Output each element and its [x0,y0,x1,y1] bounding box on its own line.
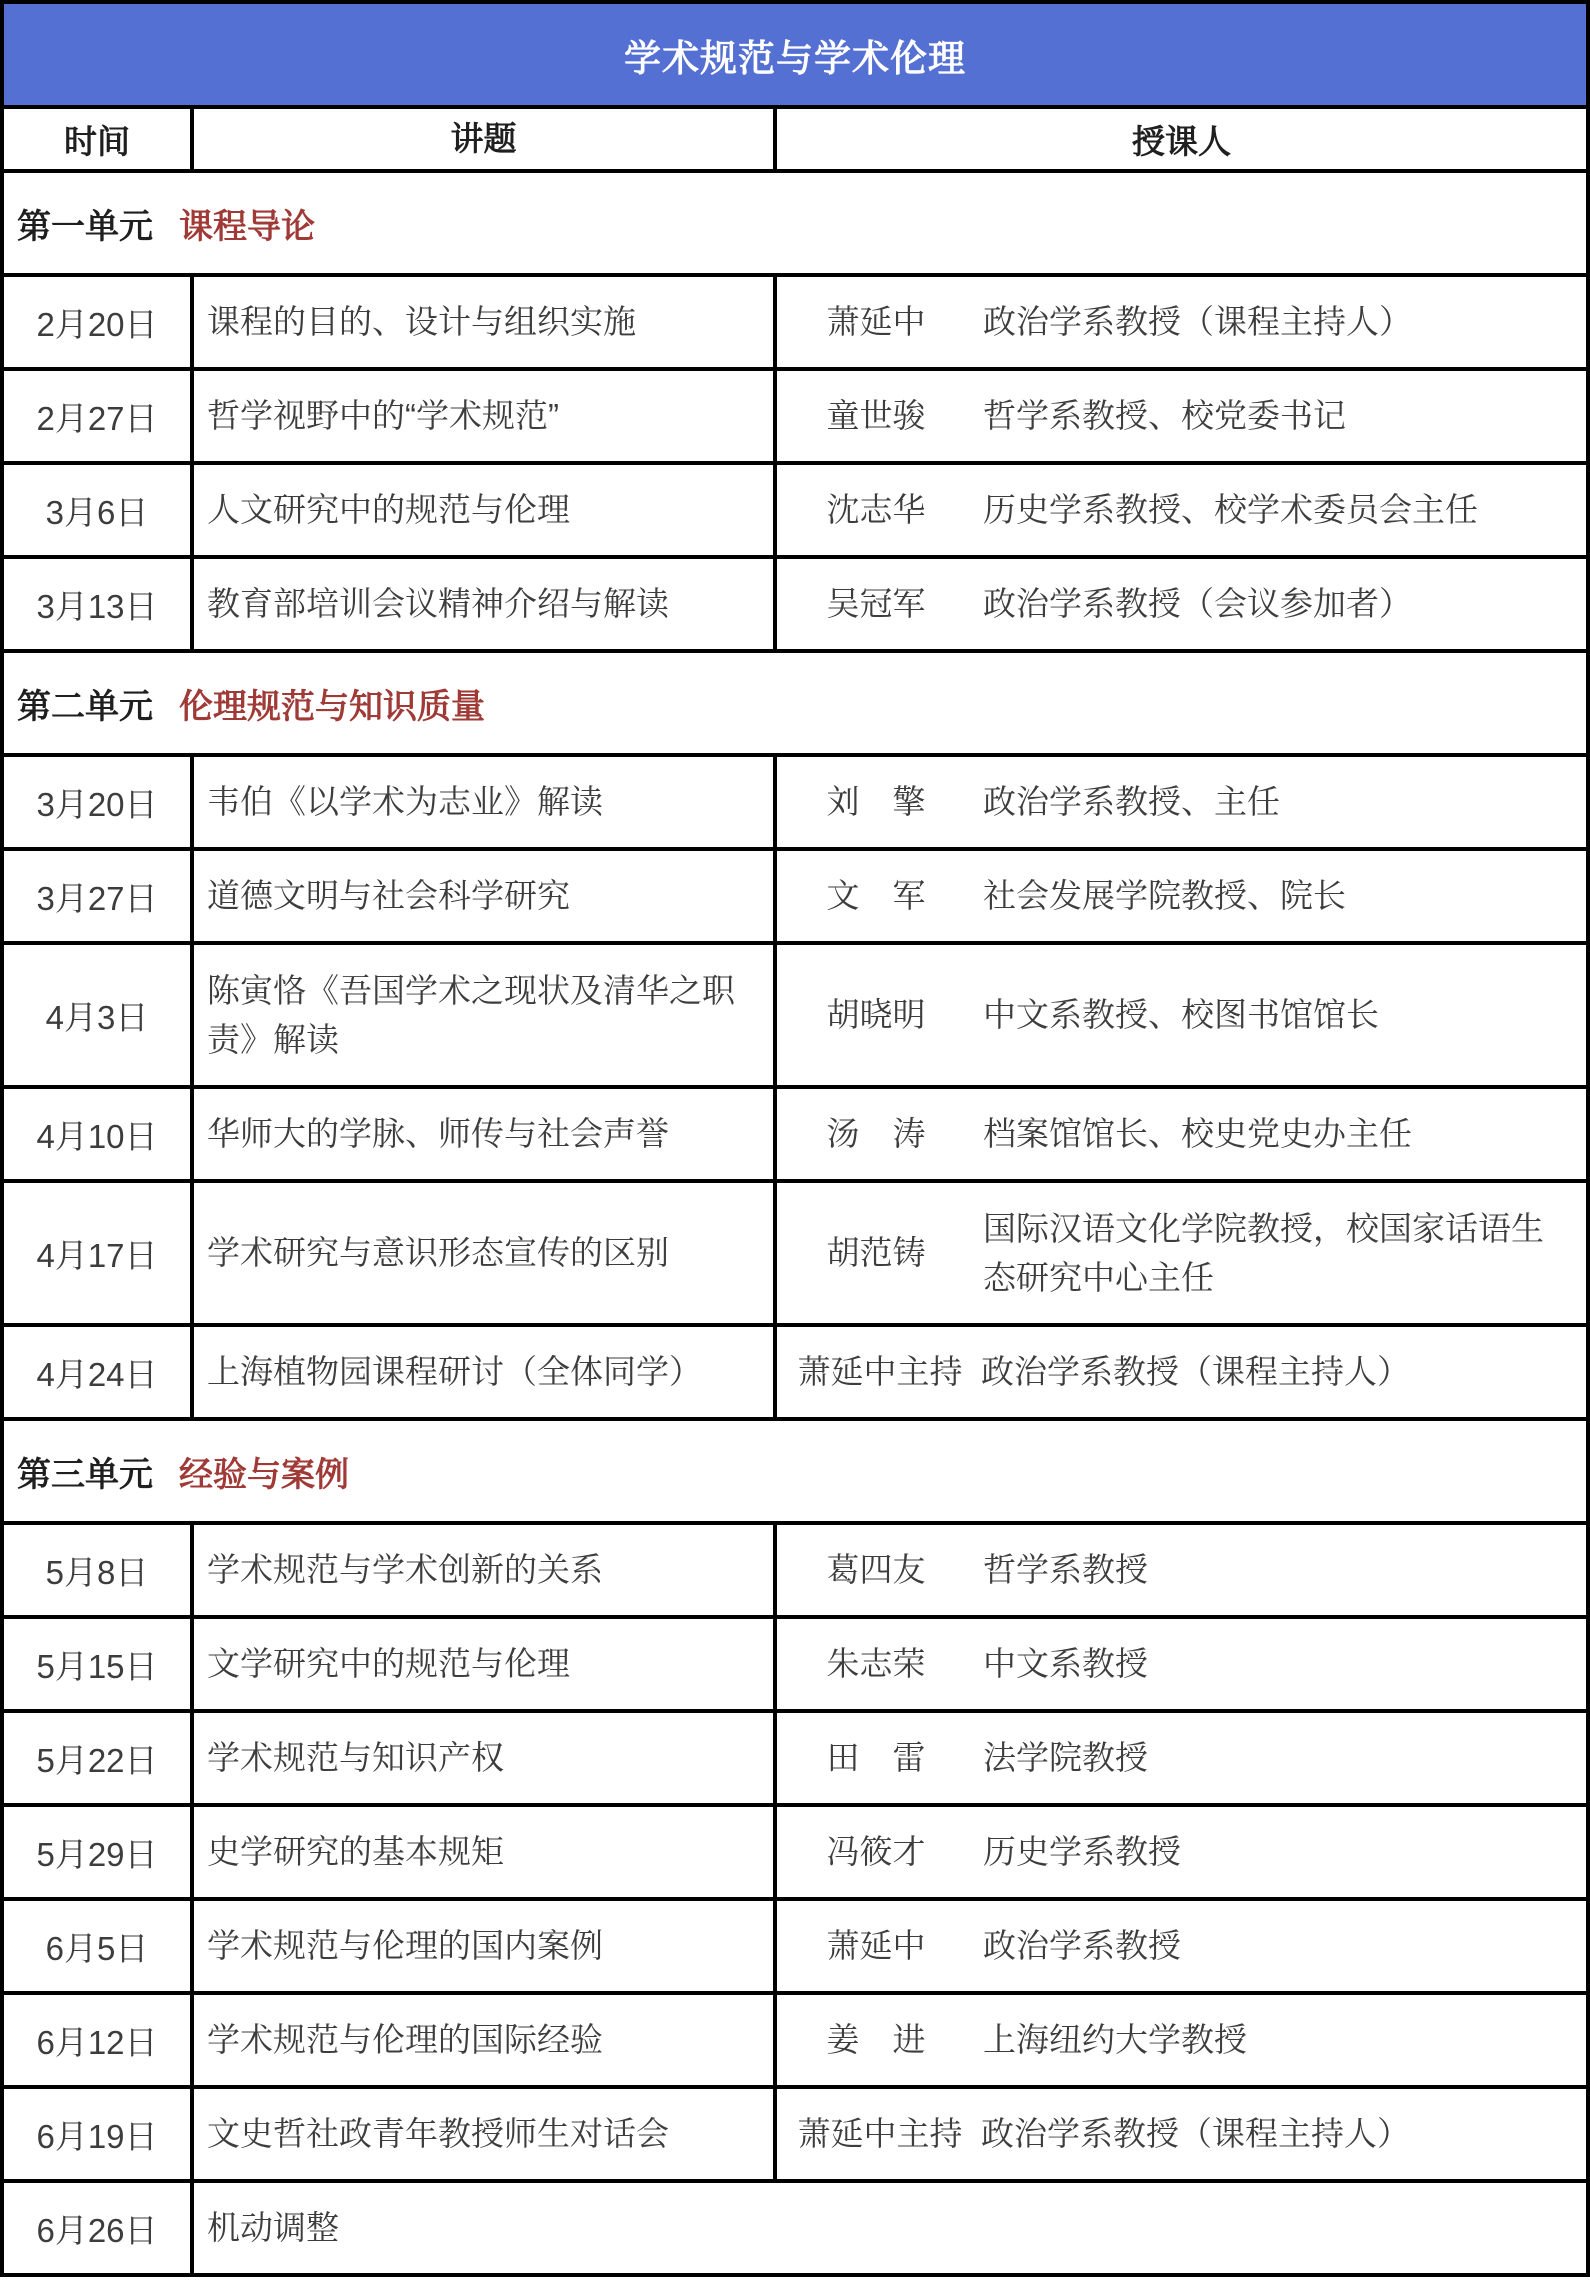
lecturer-name: 沈志华 [826,491,926,529]
lecturer-title: 政治学系教授 [983,1927,1181,1965]
col-header-time: 时间 [4,109,190,169]
lecturer-title: 档案馆馆长、校史党史办主任 [983,1115,1412,1153]
lecturer-title: 中文系教授 [983,1645,1148,1683]
table-row [4,1183,1586,1323]
date-cell: 5月22日 [4,1713,190,1803]
lecturer-name: 朱志荣 [826,1645,926,1683]
column-header-row [4,109,1586,169]
date-cell: 3月6日 [4,465,190,555]
table-row [4,2089,1586,2179]
lecturer-title: 哲学系教授、校党委书记 [983,397,1346,435]
lecturer-name: 萧延中 [826,1927,926,1965]
topic-cell: 机动调整 [194,2183,1586,2273]
lecturer-name: 冯筱才 [826,1833,926,1871]
section-row-1 [4,173,1586,273]
date-cell: 2月20日 [4,277,190,367]
table-row [4,559,1586,649]
section-unit-label: 第三单元 [17,1455,153,1494]
lecturer-name: 田 雷 [826,1739,926,1777]
topic-cell: 文史哲社政青年教授师生对话会 [194,2089,773,2179]
date-cell: 5月15日 [4,1619,190,1709]
topic-cell: 哲学视野中的“学术规范” [194,371,773,461]
section-header-2 [4,653,1586,753]
table-row [4,1619,1586,1709]
lecturer-cell [777,1713,1586,1803]
lecturer-title: 政治学系教授、主任 [983,783,1280,821]
topic-cell: 韦伯《以学术为志业》解读 [194,757,773,847]
topic-cell: 学术规范与学术创新的关系 [194,1525,773,1615]
topic-cell: 人文研究中的规范与伦理 [194,465,773,555]
section-name-label: 伦理规范与知识质量 [179,687,485,726]
table-row [4,371,1586,461]
topic-cell: 学术规范与伦理的国内案例 [194,1901,773,1991]
date-cell: 3月20日 [4,757,190,847]
topic-cell: 史学研究的基本规矩 [194,1807,773,1897]
lecturer-name: 胡晓明 [826,996,926,1034]
date-cell: 6月19日 [4,2089,190,2179]
lecturer-title: 社会发展学院教授、院长 [983,877,1346,915]
section-row-2 [4,653,1586,753]
lecturer-name: 胡范铸 [826,1234,926,1272]
lecturer-name: 萧延中 [826,303,926,341]
table-row [4,1525,1586,1615]
date-cell: 3月27日 [4,851,190,941]
table-row [4,1995,1586,2085]
lecturer-title: 历史学系教授、校学术委员会主任 [983,491,1478,529]
lecturer-title: 国际汉语文化学院教授，校国家话语生态研究中心主任 [983,1209,1544,1296]
col-header-lecturer: 授课人 [777,109,1586,169]
section-name-label: 课程导论 [179,207,315,246]
topic-cell: 学术研究与意识形态宣传的区别 [194,1183,773,1323]
table-row [4,757,1586,847]
table-row [4,465,1586,555]
lecturer-cell [777,277,1586,367]
lecturer-title: 政治学系教授（课程主持人） [981,2115,1410,2153]
section-row-3 [4,1421,1586,1521]
lecturer-cell [777,2089,1586,2179]
date-cell: 6月26日 [4,2183,190,2273]
lecturer-cell [777,1327,1586,1417]
lecturer-title: 哲学系教授 [983,1551,1148,1589]
table-row [4,851,1586,941]
lecturer-title: 政治学系教授（课程主持人） [983,303,1412,341]
date-cell: 4月10日 [4,1089,190,1179]
table-row [4,277,1586,367]
lecturer-cell [777,757,1586,847]
lecturer-cell [777,1183,1586,1323]
section-name-label: 经验与案例 [179,1455,349,1494]
lecturer-title: 中文系教授、校图书馆馆长 [983,996,1379,1034]
lecturer-cell [777,851,1586,941]
topic-cell: 文学研究中的规范与伦理 [194,1619,773,1709]
lecturer-cell [777,1807,1586,1897]
topic-cell: 教育部培训会议精神介绍与解读 [194,559,773,649]
lecturer-cell [777,1619,1586,1709]
topic-cell: 课程的目的、设计与组织实施 [194,277,773,367]
topic-cell: 学术规范与知识产权 [194,1713,773,1803]
lecturer-cell [777,1995,1586,2085]
section-header-3 [4,1421,1586,1521]
table-row [4,1713,1586,1803]
lecturer-cell [777,945,1586,1085]
lecturer-cell [777,559,1586,649]
lecturer-name: 姜 进 [826,2021,926,2059]
lecturer-title: 政治学系教授（会议参加者） [983,585,1412,623]
table-row [4,1327,1586,1417]
date-cell: 5月8日 [4,1525,190,1615]
table-title: 学术规范与学术伦理 [4,4,1586,105]
table-row [4,1089,1586,1179]
lecturer-cell [777,371,1586,461]
lecturer-cell [777,465,1586,555]
date-cell: 6月12日 [4,1995,190,2085]
lecturer-title: 法学院教授 [983,1739,1148,1777]
lecturer-cell [777,1525,1586,1615]
lecturer-cell [777,1089,1586,1179]
lecturer-name: 童世骏 [826,397,926,435]
date-cell: 2月27日 [4,371,190,461]
lecturer-title: 政治学系教授（课程主持人） [981,1353,1410,1391]
topic-cell: 华师大的学脉、师传与社会声誉 [194,1089,773,1179]
lecturer-name: 文 军 [826,877,926,915]
date-cell: 4月3日 [4,945,190,1085]
topic-cell: 学术规范与伦理的国际经验 [194,1995,773,2085]
lecturer-name: 萧延中主持 [797,2115,963,2153]
col-header-topic: 讲题 [194,109,773,169]
date-cell: 5月29日 [4,1807,190,1897]
lecturer-name: 萧延中主持 [797,1353,963,1391]
section-unit-label: 第二单元 [17,687,153,726]
table-row [4,2183,1586,2273]
date-cell: 3月13日 [4,559,190,649]
lecturer-cell [777,1901,1586,1991]
topic-cell: 上海植物园课程研讨（全体同学） [194,1327,773,1417]
section-unit-label: 第一单元 [17,207,153,246]
topic-cell: 陈寅恪《吾国学术之现状及清华之职责》解读 [194,945,773,1085]
lecturer-title: 历史学系教授 [983,1833,1181,1871]
table-row [4,945,1586,1085]
lecturer-name: 葛四友 [826,1551,926,1589]
date-cell: 6月5日 [4,1901,190,1991]
lecturer-name: 汤 涛 [826,1115,926,1153]
lecturer-name: 刘 擎 [826,783,926,821]
table-row [4,1807,1586,1897]
section-header-1 [4,173,1586,273]
table-row [4,1901,1586,1991]
date-cell: 4月24日 [4,1327,190,1417]
date-cell: 4月17日 [4,1183,190,1323]
topic-cell: 道德文明与社会科学研究 [194,851,773,941]
lecturer-name: 吴冠军 [826,585,926,623]
lecturer-title: 上海纽约大学教授 [983,2021,1247,2059]
